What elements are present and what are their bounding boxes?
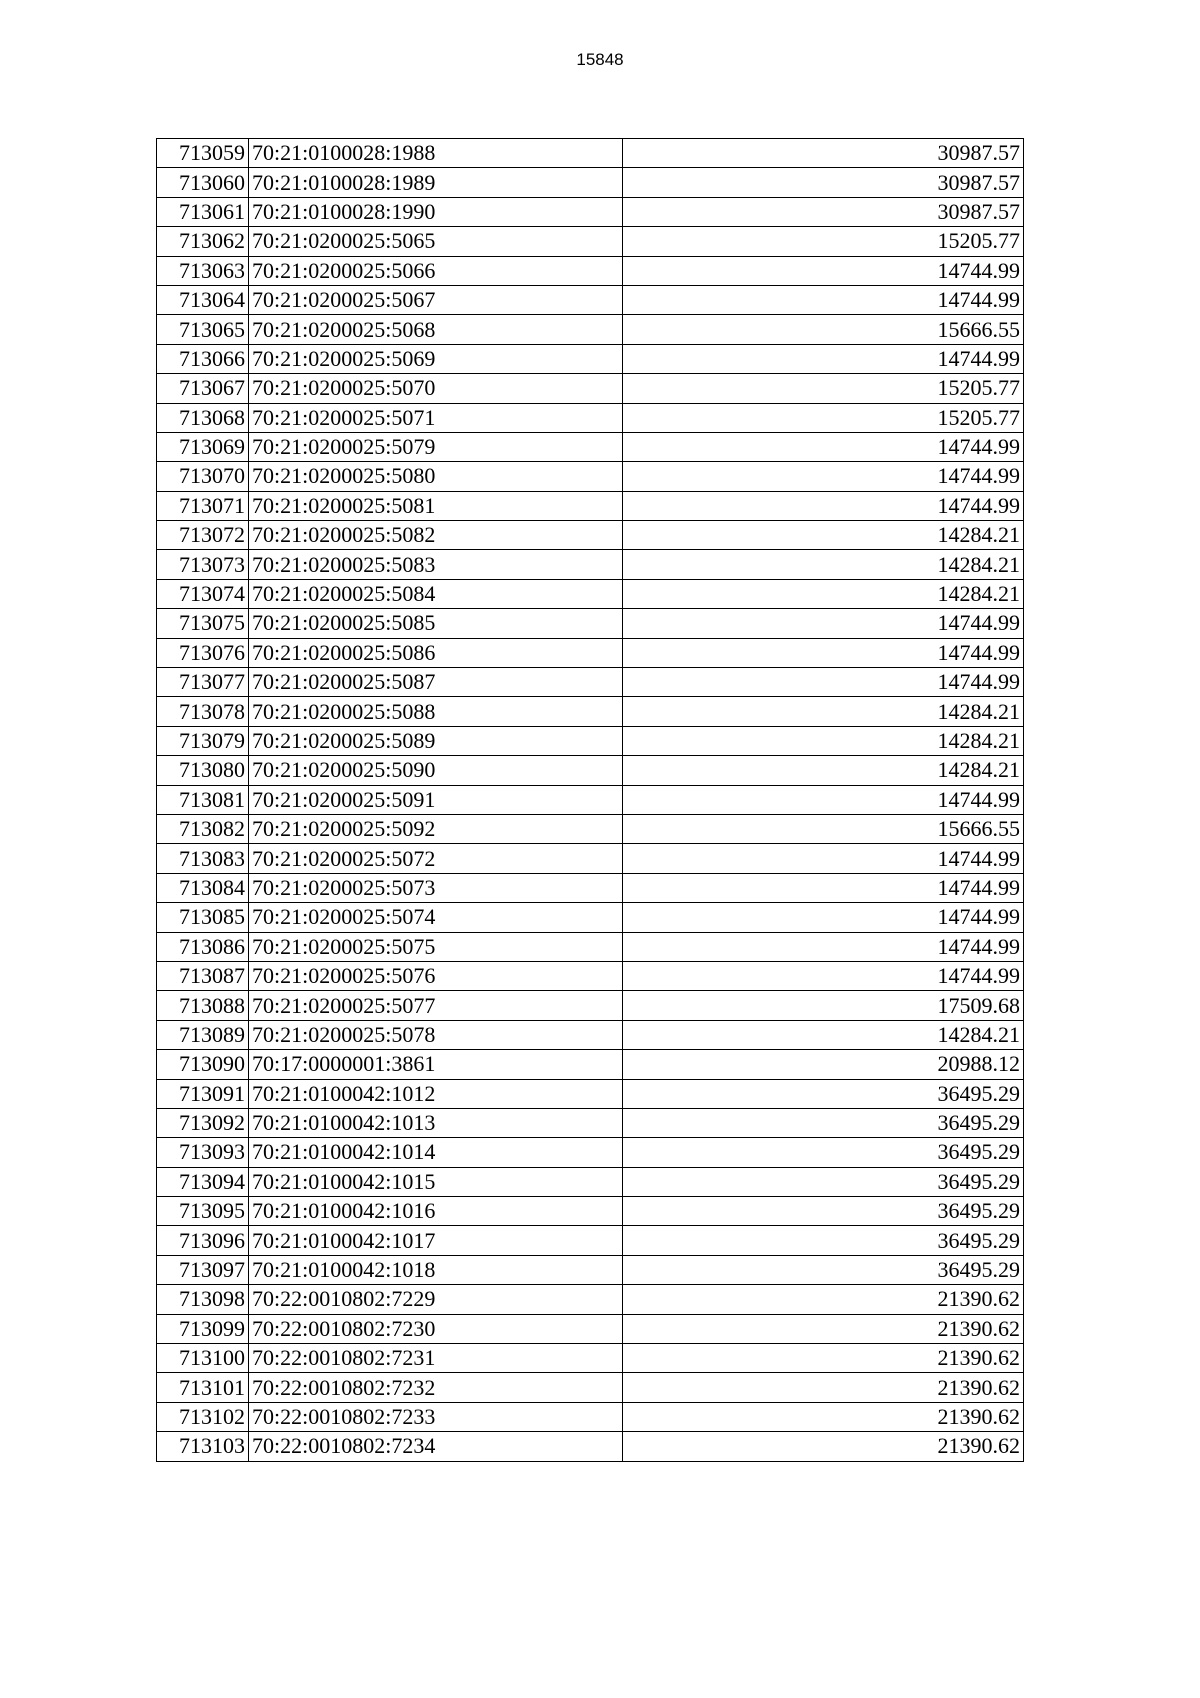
cadastral-number-cell: 70:22:0010802:7232 (249, 1373, 623, 1402)
cadastral-value-cell: 21390.62 (623, 1285, 1024, 1314)
cadastral-value-cell: 36495.29 (623, 1255, 1024, 1284)
row-number-cell: 713076 (157, 638, 249, 667)
cadastral-value-cell: 14744.99 (623, 256, 1024, 285)
row-number-cell: 713094 (157, 1167, 249, 1196)
row-number-cell: 713067 (157, 374, 249, 403)
table-row (157, 197, 1024, 226)
table-row (157, 227, 1024, 256)
cadastral-number-cell: 70:21:0200025:5087 (249, 668, 623, 697)
table-row (157, 814, 1024, 843)
cadastral-number-cell: 70:21:0100028:1989 (249, 168, 623, 197)
cadastral-number-cell: 70:21:0100042:1018 (249, 1255, 623, 1284)
table-row (157, 1167, 1024, 1196)
cadastral-number-cell: 70:21:0200025:5083 (249, 550, 623, 579)
cadastral-value-cell: 15205.77 (623, 403, 1024, 432)
table-row (157, 579, 1024, 608)
cadastral-value-cell: 14744.99 (623, 285, 1024, 314)
cadastral-value-cell: 14744.99 (623, 432, 1024, 461)
table-row (157, 726, 1024, 755)
table-row (157, 1108, 1024, 1137)
cadastral-value-cell: 14284.21 (623, 550, 1024, 579)
cadastral-number-cell: 70:21:0200025:5069 (249, 344, 623, 373)
cadastral-number-cell: 70:21:0200025:5065 (249, 227, 623, 256)
table-row (157, 1255, 1024, 1284)
cadastral-value-cell: 14744.99 (623, 638, 1024, 667)
row-number-cell: 713078 (157, 697, 249, 726)
table-row (157, 1079, 1024, 1108)
cadastral-number-cell: 70:21:0100042:1013 (249, 1108, 623, 1137)
row-number-cell: 713095 (157, 1197, 249, 1226)
cadastral-number-cell: 70:21:0200025:5070 (249, 374, 623, 403)
table-row (157, 374, 1024, 403)
row-number-cell: 713083 (157, 844, 249, 873)
cadastral-number-cell: 70:21:0100042:1015 (249, 1167, 623, 1196)
row-number-cell: 713063 (157, 256, 249, 285)
cadastral-value-cell: 14284.21 (623, 1020, 1024, 1049)
cadastral-number-cell: 70:21:0200025:5068 (249, 315, 623, 344)
cadastral-number-cell: 70:21:0200025:5082 (249, 521, 623, 550)
cadastral-number-cell: 70:21:0200025:5072 (249, 844, 623, 873)
table-row (157, 1020, 1024, 1049)
cadastral-value-cell: 14284.21 (623, 756, 1024, 785)
page-number: 15848 (576, 50, 624, 69)
table-body (157, 139, 1024, 1462)
table-row (157, 1197, 1024, 1226)
cadastral-number-cell: 70:21:0100028:1988 (249, 139, 623, 168)
table-row (157, 756, 1024, 785)
row-number-cell: 713077 (157, 668, 249, 697)
table-row (157, 1138, 1024, 1167)
cadastral-value-cell: 15205.77 (623, 374, 1024, 403)
row-number-cell: 713088 (157, 991, 249, 1020)
row-number-cell: 713080 (157, 756, 249, 785)
row-number-cell: 713102 (157, 1402, 249, 1431)
cadastral-value-cell: 14744.99 (623, 785, 1024, 814)
table-row (157, 903, 1024, 932)
cadastral-number-cell: 70:21:0100042:1016 (249, 1197, 623, 1226)
cadastral-number-cell: 70:22:0010802:7234 (249, 1432, 623, 1461)
row-number-cell: 713061 (157, 197, 249, 226)
cadastral-number-cell: 70:21:0200025:5081 (249, 491, 623, 520)
cadastral-number-cell: 70:22:0010802:7229 (249, 1285, 623, 1314)
row-number-cell: 713096 (157, 1226, 249, 1255)
row-number-cell: 713091 (157, 1079, 249, 1108)
row-number-cell: 713059 (157, 139, 249, 168)
cadastral-number-cell: 70:21:0200025:5079 (249, 432, 623, 461)
cadastral-number-cell: 70:21:0200025:5080 (249, 462, 623, 491)
cadastral-value-cell: 21390.62 (623, 1402, 1024, 1431)
cadastral-value-cell: 15666.55 (623, 315, 1024, 344)
row-number-cell: 713086 (157, 932, 249, 961)
table-row (157, 1226, 1024, 1255)
cadastral-number-cell: 70:21:0200025:5086 (249, 638, 623, 667)
cadastral-number-cell: 70:22:0010802:7233 (249, 1402, 623, 1431)
cadastral-number-cell: 70:21:0200025:5071 (249, 403, 623, 432)
table-row (157, 638, 1024, 667)
table-row (157, 168, 1024, 197)
cadastral-value-cell: 14744.99 (623, 844, 1024, 873)
row-number-cell: 713075 (157, 609, 249, 638)
row-number-cell: 713092 (157, 1108, 249, 1137)
table-row (157, 873, 1024, 902)
cadastral-number-cell: 70:21:0200025:5091 (249, 785, 623, 814)
cadastral-number-cell: 70:21:0100042:1012 (249, 1079, 623, 1108)
row-number-cell: 713089 (157, 1020, 249, 1049)
cadastral-number-cell: 70:21:0200025:5090 (249, 756, 623, 785)
row-number-cell: 713100 (157, 1344, 249, 1373)
table-row (157, 1050, 1024, 1079)
row-number-cell: 713071 (157, 491, 249, 520)
cadastral-number-cell: 70:21:0200025:5078 (249, 1020, 623, 1049)
cadastral-value-cell: 14744.99 (623, 609, 1024, 638)
cadastral-value-cell: 14744.99 (623, 873, 1024, 902)
cadastral-number-cell: 70:21:0200025:5088 (249, 697, 623, 726)
cadastral-number-cell: 70:21:0200025:5092 (249, 814, 623, 843)
table-row (157, 139, 1024, 168)
row-number-cell: 713081 (157, 785, 249, 814)
row-number-cell: 713070 (157, 462, 249, 491)
table-row (157, 521, 1024, 550)
row-number-cell: 713098 (157, 1285, 249, 1314)
cadastral-value-cell: 21390.62 (623, 1314, 1024, 1343)
cadastral-value-cell: 36495.29 (623, 1167, 1024, 1196)
cadastral-value-cell: 14744.99 (623, 932, 1024, 961)
row-number-cell: 713079 (157, 726, 249, 755)
table-row (157, 550, 1024, 579)
table-row (157, 462, 1024, 491)
row-number-cell: 713065 (157, 315, 249, 344)
table-row (157, 1314, 1024, 1343)
cadastral-number-cell: 70:21:0100028:1990 (249, 197, 623, 226)
cadastral-value-cell: 14284.21 (623, 521, 1024, 550)
row-number-cell: 713062 (157, 227, 249, 256)
cadastral-value-cell: 17509.68 (623, 991, 1024, 1020)
table-row (157, 844, 1024, 873)
table-row (157, 403, 1024, 432)
cadastral-number-cell: 70:22:0010802:7230 (249, 1314, 623, 1343)
cadastral-value-cell: 36495.29 (623, 1197, 1024, 1226)
row-number-cell: 713060 (157, 168, 249, 197)
cadastral-value-cell: 20988.12 (623, 1050, 1024, 1079)
cadastral-value-cell: 14744.99 (623, 961, 1024, 990)
cadastral-value-cell: 30987.57 (623, 168, 1024, 197)
cadastral-number-cell: 70:22:0010802:7231 (249, 1344, 623, 1373)
table-row (157, 697, 1024, 726)
cadastral-number-cell: 70:21:0200025:5084 (249, 579, 623, 608)
cadastral-number-cell: 70:21:0200025:5074 (249, 903, 623, 932)
cadastral-value-cell: 36495.29 (623, 1079, 1024, 1108)
cadastral-value-cell: 30987.57 (623, 139, 1024, 168)
cadastral-value-cell: 15666.55 (623, 814, 1024, 843)
cadastral-value-cell: 14284.21 (623, 579, 1024, 608)
table-row (157, 344, 1024, 373)
row-number-cell: 713064 (157, 285, 249, 314)
cadastral-value-cell: 14284.21 (623, 726, 1024, 755)
table-row (157, 668, 1024, 697)
cadastral-number-cell: 70:21:0200025:5066 (249, 256, 623, 285)
table-row (157, 991, 1024, 1020)
table-row (157, 315, 1024, 344)
cadastral-number-cell: 70:21:0200025:5076 (249, 961, 623, 990)
cadastral-number-cell: 70:21:0200025:5089 (249, 726, 623, 755)
row-number-cell: 713087 (157, 961, 249, 990)
table-row (157, 1373, 1024, 1402)
row-number-cell: 713072 (157, 521, 249, 550)
cadastral-value-table (156, 138, 1024, 1462)
cadastral-value-cell: 30987.57 (623, 197, 1024, 226)
table-row (157, 932, 1024, 961)
cadastral-number-cell: 70:17:0000001:3861 (249, 1050, 623, 1079)
row-number-cell: 713084 (157, 873, 249, 902)
cadastral-number-cell: 70:21:0200025:5085 (249, 609, 623, 638)
cadastral-value-cell: 36495.29 (623, 1138, 1024, 1167)
row-number-cell: 713069 (157, 432, 249, 461)
cadastral-value-cell: 21390.62 (623, 1373, 1024, 1402)
cadastral-number-cell: 70:21:0200025:5067 (249, 285, 623, 314)
row-number-cell: 713073 (157, 550, 249, 579)
cadastral-value-cell: 21390.62 (623, 1344, 1024, 1373)
cadastral-number-cell: 70:21:0200025:5077 (249, 991, 623, 1020)
row-number-cell: 713101 (157, 1373, 249, 1402)
cadastral-value-cell: 21390.62 (623, 1432, 1024, 1461)
cadastral-value-cell: 14744.99 (623, 903, 1024, 932)
cadastral-value-cell: 36495.29 (623, 1108, 1024, 1137)
cadastral-value-cell: 14284.21 (623, 697, 1024, 726)
table-row (157, 785, 1024, 814)
cadastral-number-cell: 70:21:0200025:5073 (249, 873, 623, 902)
table-row (157, 1285, 1024, 1314)
row-number-cell: 713099 (157, 1314, 249, 1343)
cadastral-value-cell: 14744.99 (623, 344, 1024, 373)
table-row (157, 1344, 1024, 1373)
row-number-cell: 713074 (157, 579, 249, 608)
table-row (157, 491, 1024, 520)
table-row (157, 961, 1024, 990)
table-row (157, 256, 1024, 285)
table-row (157, 1432, 1024, 1461)
cadastral-number-cell: 70:21:0100042:1017 (249, 1226, 623, 1255)
row-number-cell: 713085 (157, 903, 249, 932)
row-number-cell: 713103 (157, 1432, 249, 1461)
row-number-cell: 713066 (157, 344, 249, 373)
row-number-cell: 713097 (157, 1255, 249, 1284)
row-number-cell: 713090 (157, 1050, 249, 1079)
table-row (157, 432, 1024, 461)
cadastral-value-cell: 14744.99 (623, 462, 1024, 491)
table-row (157, 1402, 1024, 1431)
cadastral-value-cell: 14744.99 (623, 668, 1024, 697)
row-number-cell: 713093 (157, 1138, 249, 1167)
cadastral-number-cell: 70:21:0100042:1014 (249, 1138, 623, 1167)
row-number-cell: 713082 (157, 814, 249, 843)
row-number-cell: 713068 (157, 403, 249, 432)
table-row (157, 285, 1024, 314)
table-row (157, 609, 1024, 638)
cadastral-value-cell: 14744.99 (623, 491, 1024, 520)
cadastral-value-cell: 15205.77 (623, 227, 1024, 256)
cadastral-value-cell: 36495.29 (623, 1226, 1024, 1255)
cadastral-number-cell: 70:21:0200025:5075 (249, 932, 623, 961)
